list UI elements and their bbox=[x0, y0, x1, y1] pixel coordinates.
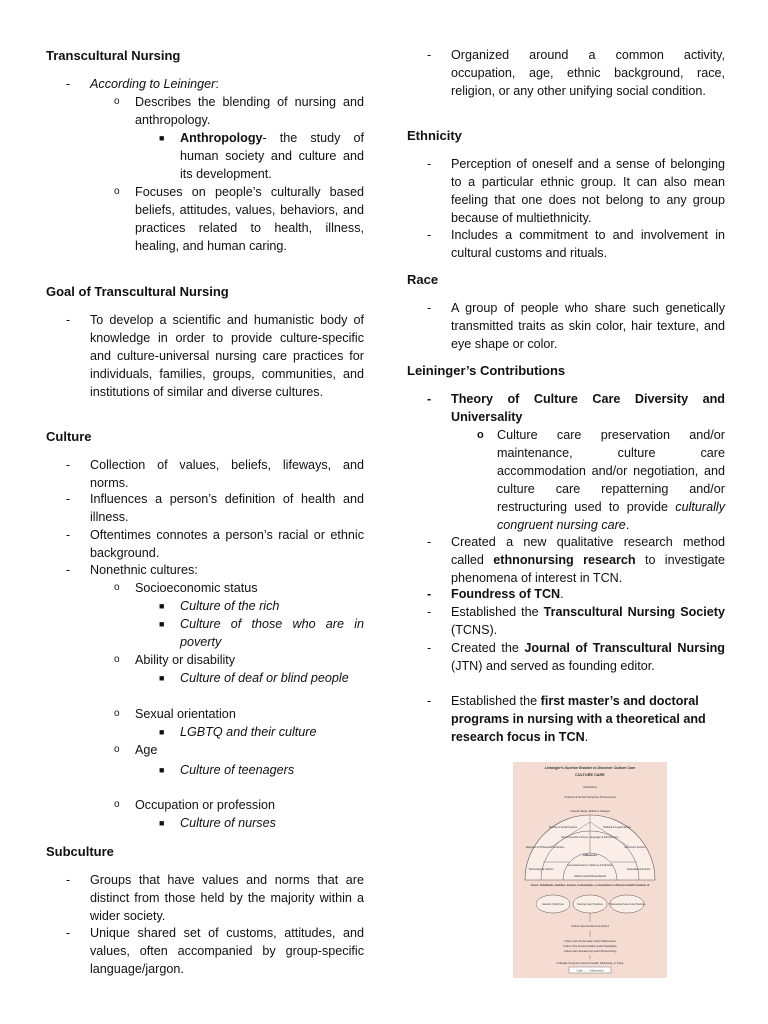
system-label: Professional Care-Cure Practices bbox=[608, 903, 646, 906]
term-anthropology: Anthropology bbox=[180, 131, 263, 145]
mode-label: Culture Care Accommodation and/or Negotiation bbox=[563, 945, 617, 948]
focus-label: Focus: Individuals, Families, Groups, Communities, or Institutions in Diverse Health Contexts of bbox=[530, 884, 650, 887]
list-item: ■ Culture of the rich bbox=[159, 599, 280, 613]
list-item: o Culture care preservation and/or maintenance, culture care accommodation and/or negotiation, and culture care repatterning and/or restructuring used to provide culturally congruent nursing care. bbox=[477, 428, 725, 532]
outcome-label: Culturally Congruent Care for Health, Well-being, or Dying bbox=[556, 962, 624, 965]
list-item: - A group of people who share such genetically transmitted traits as skin color, hair texture, and eye shape or color. bbox=[427, 301, 725, 351]
code-label: Code: ←→ (Influencers) bbox=[576, 969, 604, 973]
factor-label: Economic Factors bbox=[624, 846, 646, 849]
list-item: o Describes the blending of nursing and anthropology. bbox=[114, 95, 364, 127]
square-bullet: ■ bbox=[159, 133, 165, 143]
list-item: - Theory of Culture Care Diversity and Universality bbox=[427, 392, 725, 424]
theory-title: Theory of Culture Care Diversity and Universality bbox=[451, 392, 725, 424]
list-item: - Collection of values, beliefs, lifeways, and norms. bbox=[66, 458, 364, 490]
leininger-ref: According to Leininger bbox=[90, 77, 216, 91]
list-item: ■ Culture of deaf or blind people bbox=[159, 671, 349, 685]
system-label: Nursing Care Practices bbox=[577, 903, 603, 906]
list-item: ■ LGBTQ and their culture bbox=[159, 725, 317, 739]
heading-goal: Goal of Transcultural Nursing bbox=[46, 284, 229, 299]
list-item: ■ Anthropology- the study of human society and culture and its development. bbox=[159, 131, 364, 181]
list-item: ■ Culture of nurses bbox=[159, 816, 276, 830]
list-item: - Established the first master’s and doctoral programs in nursing with a theoretical and research focus in TCN. bbox=[427, 694, 706, 744]
list-item: o Ability or disability bbox=[114, 653, 236, 667]
list-item: - Perception of oneself and a sense of belonging to a particular ethnic group. It can also mean feeling that one does not belong to any group because of multiethnicity. bbox=[427, 157, 725, 225]
list-item: - Created a new qualitative research method called ethnonursing research to investigate phenomena of interest in TCN. bbox=[427, 535, 726, 585]
circle-bullet: o bbox=[477, 429, 484, 441]
list-item: o Sexual orientation bbox=[114, 707, 236, 721]
heading-transcultural-nursing: Transcultural Nursing bbox=[46, 48, 181, 63]
list-item: - Foundress of TCN. bbox=[427, 587, 564, 601]
influences-label: Influences bbox=[583, 853, 597, 857]
figure-title: Leininger's Sunrise Enabler to Discover Culture Care bbox=[544, 766, 636, 770]
mode-label: Culture Care Preservation and/or Maintenance bbox=[564, 940, 616, 943]
list-item: - Includes a commitment to and involvement in cultural customs and rituals. bbox=[427, 228, 725, 260]
figure-header: CULTURE CARE bbox=[575, 773, 605, 777]
list-item: o Age bbox=[114, 743, 158, 757]
circle-bullet: o bbox=[114, 186, 120, 197]
sunrise-model-figure bbox=[513, 762, 667, 978]
heading-culture: Culture bbox=[46, 429, 92, 444]
heading-contributions: Leininger’s Contributions bbox=[407, 363, 566, 378]
heading-ethnicity: Ethnicity bbox=[407, 128, 462, 143]
factor-label: Educational Factors bbox=[627, 868, 651, 871]
heading-race: Race bbox=[407, 272, 439, 287]
list-item: ■ Culture of those who are in poverty bbox=[159, 617, 364, 649]
list-item: - Created the Journal of Transcultural Nursing (JTN) and served as founding editor. bbox=[427, 641, 725, 673]
factor-label: Technological Factors bbox=[528, 868, 554, 871]
heading-subculture: Subculture bbox=[46, 844, 114, 859]
list-item: - Established the Transcultural Nursing Society (TCNS). bbox=[427, 605, 725, 637]
list-item: - Unique shared set of customs, attitudes, and values, often accompanied by group-specific language/jargon. bbox=[66, 926, 364, 976]
decisions-label: Culture Care Decisions & Actions bbox=[570, 925, 610, 928]
list-item: ■ Culture of teenagers bbox=[159, 763, 295, 777]
factor-label: Religious & Philosophical Factors bbox=[525, 846, 565, 849]
list-item: o Focuses on people’s culturally based beliefs, attitudes, values, behaviors, and practices related to health, illness, healing, and human caring. bbox=[114, 185, 364, 253]
factor-label: Cultural Values, Beliefs & Lifeways bbox=[570, 810, 610, 813]
list-item: - To develop a scientific and humanistic body of knowledge in order to provide culture-specific and culture-universal nursing care practices for individuals, families, groups, communities, and institutions of similar and diverse cultures. bbox=[66, 313, 364, 399]
list-item: - Influences a person’s definition of health and illness. bbox=[66, 492, 364, 524]
dash-bullet: - bbox=[66, 77, 71, 91]
list-item: - Organized around a common activity, occupation, age, ethnic background, race, religion, or any other unifying social condition. bbox=[427, 48, 725, 98]
env-label: Environmental Context, Language & Ethnohistory bbox=[561, 836, 619, 839]
list-item: - Groups that have values and norms that are distinct from those held by the majority within a wider society. bbox=[66, 873, 364, 923]
worldview-label: Worldview bbox=[583, 785, 597, 789]
holistic-label: Holistic Health/Illness/Death bbox=[573, 875, 607, 878]
list-item: o Occupation or profession bbox=[114, 798, 276, 812]
list-item: o Socioeconomic status bbox=[114, 581, 258, 595]
factor-label: Kinship & Social Factors bbox=[548, 826, 578, 829]
list-item: - Oftentimes connotes a person’s racial or ethnic background. bbox=[66, 528, 364, 560]
care-label: Care Expressions, Patterns & Practices bbox=[567, 864, 613, 867]
mode-label: Culture Care Repatterning and/or Restructuring bbox=[563, 950, 617, 953]
dimensions-label: Cultural & Social Structure Dimensions bbox=[564, 795, 616, 799]
circle-bullet: o bbox=[114, 96, 120, 107]
list-item: - According to Leininger: bbox=[66, 77, 219, 91]
system-label: Generic (Folk) Care bbox=[542, 903, 564, 906]
factor-label: Political & Legal Factors bbox=[603, 826, 631, 829]
list-item: - Nonethnic cultures: bbox=[66, 563, 198, 577]
